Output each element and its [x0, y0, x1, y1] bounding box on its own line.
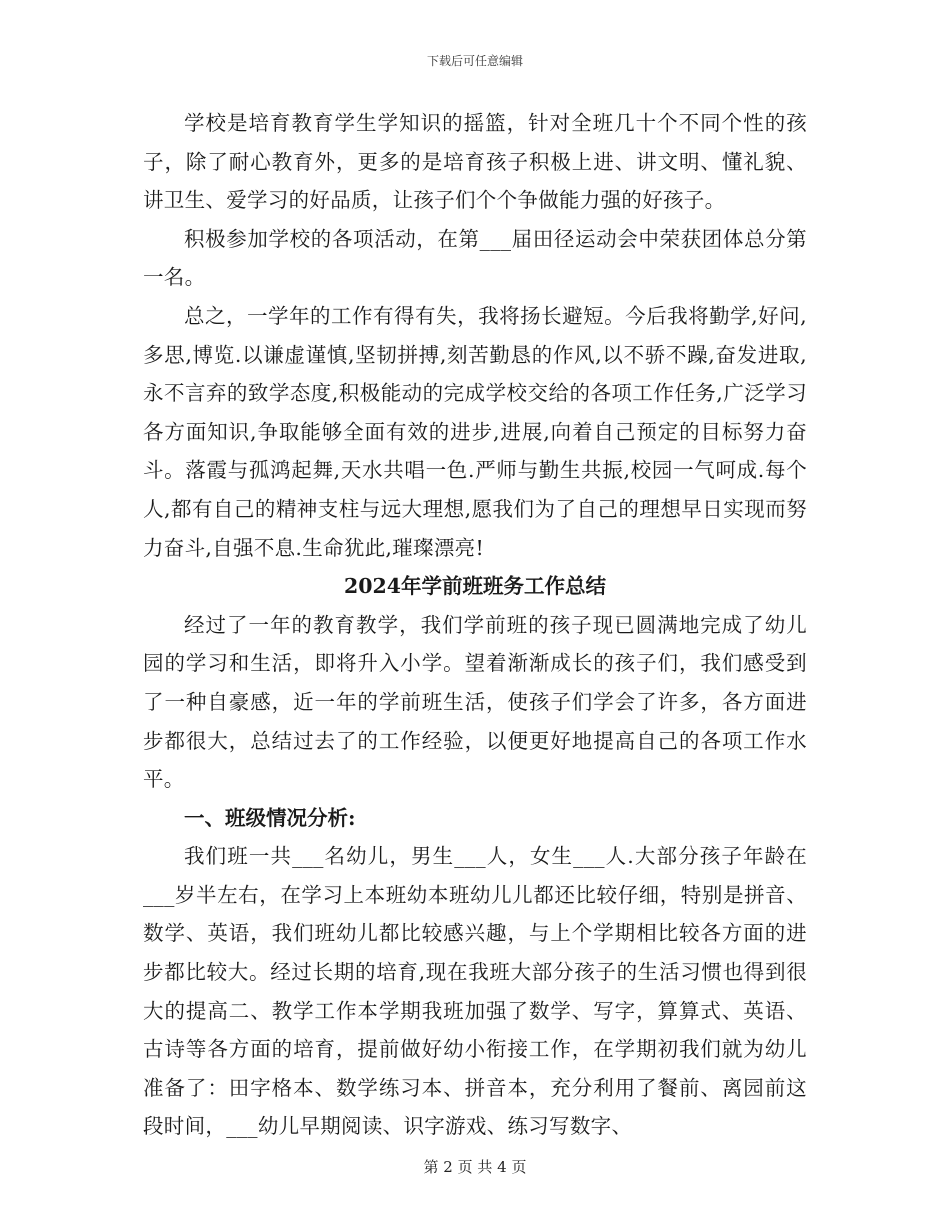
paragraph-conclusion: 总之，一学年的工作有得有失，我将扬长避短。今后我将勤学,好问,多思,博览.以谦虚谨慎,坚韧拼搏,刻苦勤恳的作风,以不骄不躁,奋发进取,永不言弃的致学态度,积极能动的完成学校交给的各项工作任务,广泛学习各方面知识,争取能够全面有效的进步,进展,向着自己预定的目标努力奋斗。落霞与孤鸿起舞,天水共唱一色.严师与勤生共振,校园一气呵成.每个人,都有自己的精神支柱与远大理想,愿我们为了自己的理想早日实现而努力奋斗,自强不息.生命犹此,璀璨漂亮! [143, 303, 807, 560]
page-footer: 第 2 页 共 4 页 [423, 1158, 527, 1176]
section-heading: 一、班级情况分析: [184, 805, 356, 830]
paragraph-intro: 经过了一年的教育教学，我们学前班的孩子现已圆满地完成了幼儿园的学习和生活，即将升入小学。望着渐渐成长的孩子们，我们感受到了一种自豪感，近一年的学前班生活，使孩子们学会了许多，各方面进步都很大，总结过去了的工作经验，以便更好地提高自己的各项工作水平。 [143, 612, 807, 792]
document-body [143, 104, 807, 1146]
paragraph-activities: 积极参加学校的各项活动，在第___届田径运动会中荣获团体总分第一名。 [143, 226, 807, 290]
page-header: 下载后可任意编辑 [426, 54, 523, 68]
paragraph-class-analysis: 我们班一共___名幼儿，男生___人，女生___人.大部分孩子年龄在___岁半左右，在学习上本班幼本班幼儿儿都还比较仔细，特别是拼音、数学、英语，我们班幼儿都比较感兴趣，与上个学期相比较各方面的进步都比较大。经过长期的培育,现在我班大部分孩子的生活习惯也得到很大的提高二、教学工作本学期我班加强了数学、写字，算算式、英语、古诗等各方面的培育，提前做好幼小衔接工作，在学期初我们就为幼儿准备了：田字格本、数学练习本、拼音本，充分利用了餐前、离园前这段时间，___幼儿早期阅读、识字游戏、练习写数字、 [143, 844, 807, 1139]
paragraph-school: 学校是培育教育学生学知识的摇篮，针对全班几十个不同个性的孩子，除了耐心教育外，更多的是培育孩子积极上进、讲文明、懂礼貌、讲卫生、爱学习的好品质，让孩子们个个争做能力强的好孩子。 [143, 111, 807, 213]
document-title: 2024年学前班班务工作总结 [343, 574, 607, 599]
